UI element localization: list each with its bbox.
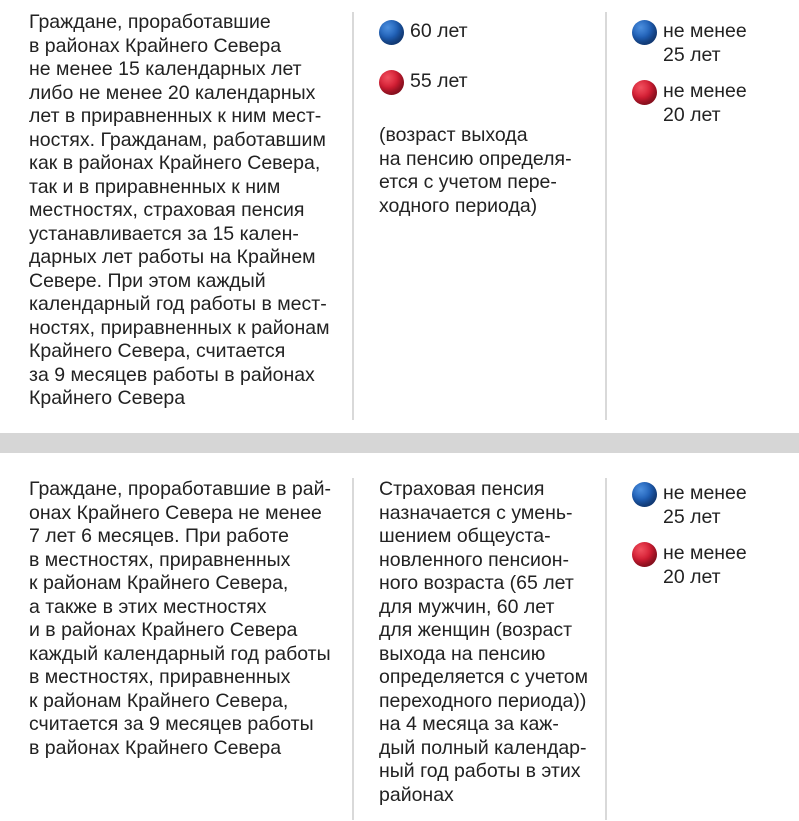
male-marker-icon bbox=[379, 20, 404, 45]
row2-stage-female-text: не менее 20 лет bbox=[663, 542, 747, 588]
row1-stage-male bbox=[632, 20, 792, 67]
row1-stage-female bbox=[632, 80, 792, 127]
row2-stage-male bbox=[632, 482, 792, 529]
row1-age-cell bbox=[379, 20, 601, 218]
row1-description: Граждане, проработавшие в районах Крайнего Севера не менее 15 календарных лет либо не менее 20 календарных лет в приравненных к ним мест- ностях. Гражданам, работавшим как в районах Крайнего Севера, так и в приравненных к ним местностях, страховая пенсия устанавливается за 15 кален- дарных лет работы на Крайнем Севере. При этом каждый календарный год работы в мест- ностях, приравненных к районам Крайнего Севера, считается за 9 месяцев работы в районах Крайнего Севера bbox=[29, 11, 330, 409]
row2-stage-cell bbox=[632, 482, 792, 589]
row1-description-cell bbox=[29, 11, 349, 411]
row2-stage-male-text: не менее 25 лет bbox=[663, 482, 747, 528]
row2-age-text: Страховая пенсия назначается с умень- шением общеуста- новленного пенсион- ного возраста (65 лет для мужчин, 60 лет для женщин (возраст выхода на пенсию определяется с учетом переходного периода)) на 4 месяца за каж- дый полный календар- ный год работы в этих районах bbox=[379, 478, 589, 806]
row1-stage-female-text: не менее 20 лет bbox=[663, 80, 747, 126]
row1-age-note: (возраст выхода на пенсию определя- ется с учетом пере- ходного периода) bbox=[379, 124, 572, 217]
row1-stage-cell bbox=[632, 20, 792, 127]
column-divider bbox=[605, 12, 607, 420]
row2-description: Граждане, проработавшие в рай- онах Крайнего Севера не менее 7 лет 6 месяцев. При работе в местностях, приравненных к районам Крайнего Севера, а также в этих местностях и в районах Крайнего Севера каждый календарный год работы в местностях, приравненных к районам Крайнего Севера, считается за 9 месяцев работы в районах Крайнего Севера bbox=[29, 478, 331, 759]
row2-description-cell bbox=[29, 478, 349, 760]
row2-stage-female bbox=[632, 542, 792, 589]
male-marker-icon bbox=[632, 20, 657, 45]
row-separator bbox=[0, 433, 799, 453]
column-divider bbox=[352, 478, 354, 820]
row2-age-cell bbox=[379, 478, 601, 807]
column-divider bbox=[352, 12, 354, 420]
column-divider bbox=[605, 478, 607, 820]
row1-age-male-text: 60 лет bbox=[410, 20, 468, 42]
row1-age-male bbox=[379, 20, 601, 45]
male-marker-icon bbox=[632, 482, 657, 507]
female-marker-icon bbox=[632, 542, 657, 567]
female-marker-icon bbox=[632, 80, 657, 105]
female-marker-icon bbox=[379, 70, 404, 95]
row1-age-female-text: 55 лет bbox=[410, 70, 468, 92]
row1-age-female bbox=[379, 70, 601, 95]
row1-stage-male-text: не менее 25 лет bbox=[663, 20, 747, 66]
